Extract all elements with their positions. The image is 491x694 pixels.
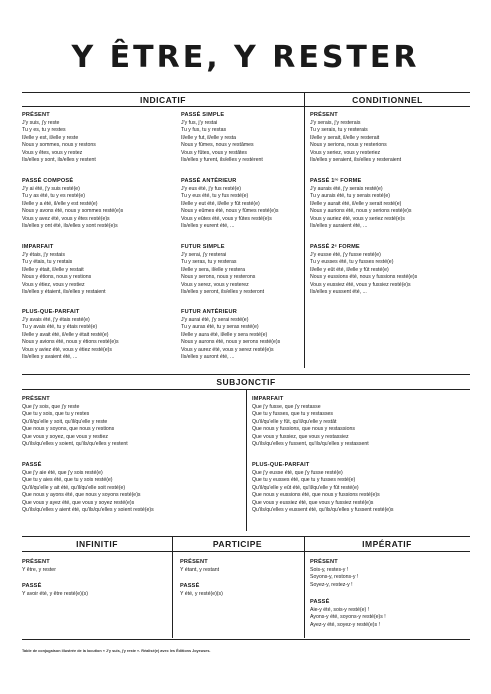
conjugation-line: Vous y avez été, vous y êtes resté(e)s xyxy=(22,215,110,222)
conjugation-line: Que nous y ayons été, que nous y soyons resté(e)s xyxy=(22,492,141,499)
infinitif-present xyxy=(22,559,56,574)
conjugation-line: Que nous y eussions été, que nous y fussions resté(e)s xyxy=(252,492,380,499)
imperatif-passe xyxy=(310,599,386,629)
conjugation-line: Ils/elles y eussent été, ... xyxy=(310,289,367,296)
conjugation-line: Qu'ils/qu'elles y fussent, qu'ils/qu'elles y restassent xyxy=(252,441,369,448)
divider xyxy=(304,536,305,638)
tense-heading: FUTUR SIMPLE xyxy=(181,244,225,250)
indicatif-futur-simple xyxy=(181,244,264,297)
conjugation-line: Y être, y rester xyxy=(22,566,56,573)
conjugation-line: Ayez-y été, soyez-y resté(e)s ! xyxy=(310,621,380,628)
tense-heading: PASSÉ SIMPLE xyxy=(181,112,225,118)
conjugation-line: Ils/elles y seront, ils/elles y resteront xyxy=(181,289,265,296)
conjugation-line: Que vous y soyez, que vous y restiez xyxy=(22,433,108,440)
participe-present xyxy=(180,559,219,574)
conjugation-line: Que vous y ayez été, que vous y soyez resté(e)s xyxy=(22,499,135,506)
conjugation-line: Il/elle y fut, il/elle y resta xyxy=(181,134,237,141)
conjugation-line: Vous y eussiez été, vous y fussiez resté(e)s xyxy=(310,281,411,288)
conjugation-line: Nous y serons, nous y resterons xyxy=(181,274,256,281)
conjugation-line: J'y serais, j'y resterais xyxy=(310,119,361,126)
conjugation-line: Que tu y aies été, que tu y sois resté(e) xyxy=(22,477,113,484)
tense-heading: PASSÉ xyxy=(310,599,330,605)
conjugation-line: Y étant, y restant xyxy=(180,566,220,573)
conjugation-line: Nous y sommes, nous y restons xyxy=(22,142,96,149)
conjugation-line: Que j'y eusse été, que j'y fusse resté(e) xyxy=(252,469,343,476)
divider xyxy=(304,92,305,368)
conjugation-line: Tu y auras été, tu y seras resté(e) xyxy=(181,324,259,331)
conjugation-line: Qu'ils/qu'elles y eussent été, qu'ils/qu'elles y fussent resté(e)s xyxy=(252,507,394,514)
conjugation-line: Qu'ils/qu'elles y aient été, qu'ils/qu'elles y soient resté(e)s xyxy=(22,507,154,514)
conjugation-line: Il/elle y eut été, il/elle y fût resté(e) xyxy=(181,200,260,207)
footer-note: Table de conjugaison illustrée de la locution « J'y suis, j'y reste ». Réalisé(e) avec les Éditions Joyeuses. xyxy=(22,649,211,653)
conjugation-line: J'y aurais été, j'y serais resté(e) xyxy=(310,185,383,192)
conjugation-line: Il/elle y est, il/elle y reste xyxy=(22,134,79,141)
conjugation-line: Vous y aviez été, vous y étiez resté(e)s xyxy=(22,346,112,353)
conjugation-line: J'y eus été, j'y fus resté(e) xyxy=(181,185,241,192)
conjugation-line: Nous y eussions été, nous y fussions resté(e)s xyxy=(310,274,418,281)
indicatif-plus-que-parfait xyxy=(22,309,119,362)
conjugation-line: J'y eusse été, j'y fusse resté(e) xyxy=(310,251,381,258)
conjugation-line: Que nous y soyons, que nous y restions xyxy=(22,426,115,433)
tense-heading: IMPARFAIT xyxy=(252,396,284,402)
conjugation-line: Il/elle y aura été, il/elle y sera resté(e) xyxy=(181,331,268,338)
tense-heading: PASSÉ xyxy=(22,462,42,468)
section-title-indicatif: INDICATIF xyxy=(140,95,186,105)
indicatif-imparfait xyxy=(22,244,106,297)
subjonctif-present xyxy=(22,396,128,449)
imperatif-present xyxy=(310,559,358,589)
tense-heading: PASSÉ ANTÉRIEUR xyxy=(181,178,237,184)
indicatif-passe-anterieur xyxy=(181,178,278,231)
conjugation-line: J'y ai été, j'y suis resté(e) xyxy=(22,185,80,192)
conjugation-line: Tu y seras, tu y resteras xyxy=(181,259,237,266)
conjugation-line: Ils/elles y sont, ils/elles y restent xyxy=(22,157,96,164)
conjugation-line: Ils/elles y étaient, ils/elles y restaient xyxy=(22,289,106,296)
conjugation-line: Y avoir été, y être resté(e)(s) xyxy=(22,590,88,597)
conjugation-line: Qu'il/qu'elle y fût, qu'il/qu'elle y restât xyxy=(252,418,337,425)
conjugation-line: Soyons-y, restons-y ! xyxy=(310,574,359,581)
tense-heading: PRÉSENT xyxy=(22,112,50,118)
conjugation-line: Vous y seriez, vous y resteriez xyxy=(310,149,381,156)
conjugation-line: Tu y eusses été, tu y fusses resté(e) xyxy=(310,259,394,266)
conjugation-line: Nous y étions, nous y restions xyxy=(22,274,92,281)
conjugation-line: Vous y aurez été, vous y serez resté(e)s xyxy=(181,346,274,353)
conjugation-line: Qu'il/qu'elle y eût été, qu'il/qu'elle y fût resté(e) xyxy=(252,484,359,491)
conjugation-line: Aie-y été, sois-y resté(e) ! xyxy=(310,606,370,613)
conjugation-line: Qu'il/qu'elle y soit, qu'il/qu'elle y reste xyxy=(22,418,108,425)
tense-heading: PRÉSENT xyxy=(22,396,50,402)
tense-heading: PASSÉ 1ʳᵉ FORME xyxy=(310,178,362,184)
conjugation-line: Il/elle y avait été, il/elle y était resté(e) xyxy=(22,331,109,338)
tense-heading: PRÉSENT xyxy=(22,559,50,565)
conjugation-line: J'y aurai été, j'y serai resté(e) xyxy=(181,316,249,323)
conjugation-line: Vous y serez, vous y resterez xyxy=(181,281,249,288)
conjugation-line: Que j'y aie été, que j'y sois resté(e) xyxy=(22,469,103,476)
conjugation-line: Nous y avions été, nous y étions resté(e)s xyxy=(22,339,119,346)
conjugation-line: Que nous y fussions, que nous y restassions xyxy=(252,426,355,433)
conjugation-line: Que tu y eusses été, que tu y fusses resté(e) xyxy=(252,477,356,484)
tense-heading: PLUS-QUE-PARFAIT xyxy=(252,462,310,468)
conjugation-line: Que j'y fusse, que j'y restasse xyxy=(252,403,321,410)
conjugation-line: Qu'ils/qu'elles y soient, qu'ils/qu'elles y restent xyxy=(22,441,128,448)
conjugation-line: Il/elle y aurait été, il/elle y serait resté(e) xyxy=(310,200,402,207)
tense-heading: PRÉSENT xyxy=(310,112,338,118)
tense-heading: FUTUR ANTÉRIEUR xyxy=(181,309,237,315)
conjugation-line: Nous y avons été, nous y sommes resté(e)s xyxy=(22,208,124,215)
conjugation-line: Soyez-y, restez-y ! xyxy=(310,581,353,588)
conjugation-line: Ils/elles y eurent été, ... xyxy=(181,223,235,230)
subjonctif-plus-que-parfait xyxy=(252,462,394,515)
conjugation-line: Tu y étais, tu y restais xyxy=(22,259,73,266)
conjugation-line: Ils/elles y seraient, ils/elles y resteraient xyxy=(310,157,402,164)
subjonctif-imparfait xyxy=(252,396,369,449)
conjugation-line: J'y suis, j'y reste xyxy=(22,119,60,126)
conjugation-line: J'y avais été, j'y étais resté(e) xyxy=(22,316,90,323)
indicatif-passe-compose xyxy=(22,178,123,231)
tense-heading: PASSÉ xyxy=(180,583,200,589)
divider xyxy=(22,92,470,93)
conjugation-line: Nous y aurions été, nous y serions resté(e)s xyxy=(310,208,412,215)
conjugation-line: Vous y étiez, vous y restiez xyxy=(22,281,85,288)
indicatif-present xyxy=(22,112,96,165)
section-title-conditionnel: CONDITIONNEL xyxy=(352,95,423,105)
conditionnel-passe-2 xyxy=(310,244,417,297)
conjugation-line: Tu y es, tu y restes xyxy=(22,127,66,134)
conjugation-line: Il/elle y serait, il/elle y resterait xyxy=(310,134,380,141)
conjugation-line: Ils/elles y furent, ils/elles y restèrent xyxy=(181,157,263,164)
conjugation-line: Il/elle y était, il/elle y restait xyxy=(22,266,84,273)
tense-heading: PLUS-QUE-PARFAIT xyxy=(22,309,80,315)
conjugation-line: Tu y as été, tu y es resté(e) xyxy=(22,193,85,200)
indicatif-passe-simple xyxy=(181,112,263,165)
tense-heading: IMPARFAIT xyxy=(22,244,54,250)
conditionnel-passe-1 xyxy=(310,178,412,231)
conjugation-line: Il/elle y sera, il/elle y restera xyxy=(181,266,246,273)
conjugation-line: Vous y eûtes été, vous y fûtes resté(e)s xyxy=(181,215,272,222)
tense-heading: PASSÉ xyxy=(22,583,42,589)
tense-heading: PASSÉ COMPOSÉ xyxy=(22,178,74,184)
divider xyxy=(246,389,247,531)
conjugation-line: Sois-y, restes-y ! xyxy=(310,566,349,573)
conjugation-line: Que vous y fussiez, que vous y restassiez xyxy=(252,433,349,440)
divider xyxy=(22,374,470,375)
conjugation-line: Nous y fûmes, nous y restâmes xyxy=(181,142,254,149)
conjugation-line: Tu y avais été, tu y étais resté(e) xyxy=(22,324,98,331)
participe-passe xyxy=(180,583,223,598)
conjugation-line: Vous y auriez été, vous y seriez resté(e)s xyxy=(310,215,405,222)
conditionnel-present xyxy=(310,112,401,165)
conjugation-line: Il/elle y a été, il/elle y est resté(e) xyxy=(22,200,98,207)
conjugation-line: Ils/elles y auraient été, ... xyxy=(310,223,368,230)
conjugation-line: Tu y aurais été, tu y serais resté(e) xyxy=(310,193,390,200)
conjugation-line: Nous y aurons été, nous y serons resté(e)s xyxy=(181,339,281,346)
tense-heading: PASSÉ 2ᵉ FORME xyxy=(310,244,360,250)
tense-heading: PRÉSENT xyxy=(180,559,208,565)
conjugation-line: Ils/elles y ont été, ils/elles y sont resté(e)s xyxy=(22,223,118,230)
section-title-participe: PARTICIPE xyxy=(212,539,263,549)
conjugation-line: Que tu y fusses, que tu y restasses xyxy=(252,411,334,418)
section-title-imperatif: IMPÉRATIF xyxy=(362,539,412,549)
section-title-subjonctif: SUBJONCTIF xyxy=(216,377,276,387)
tense-heading: PRÉSENT xyxy=(310,559,338,565)
page-title: Y ÊTRE, Y RESTER xyxy=(71,40,420,75)
divider xyxy=(22,106,470,107)
section-title-infinitif: INFINITIF xyxy=(76,539,118,549)
subjonctif-passe xyxy=(22,462,154,515)
conjugation-line: Vous y êtes, vous y restez xyxy=(22,149,83,156)
infinitif-passe xyxy=(22,583,88,598)
conjugation-line: Que vous y eussiez été, que vous y fussiez resté(e)s xyxy=(252,499,374,506)
divider xyxy=(172,536,173,638)
conjugation-line: Que j'y sois, que j'y reste xyxy=(22,403,80,410)
conjugation-line: Tu y eus été, tu y fus resté(e) xyxy=(181,193,249,200)
conjugation-line: Que tu y sois, que tu y restes xyxy=(22,411,90,418)
conjugation-line: J'y fus, j'y restai xyxy=(181,119,218,126)
conjugation-line: Ayons-y été, soyons-y resté(e)s ! xyxy=(310,614,386,621)
conjugation-line: J'y étais, j'y restais xyxy=(22,251,65,258)
conjugation-line: Nous y eûmes été, nous y fûmes resté(e)s xyxy=(181,208,279,215)
conjugation-line: Tu y serais, tu y resterais xyxy=(310,127,368,134)
divider xyxy=(22,536,470,537)
conjugation-line: Tu y fus, tu y restas xyxy=(181,127,227,134)
divider xyxy=(22,551,470,552)
conjugation-line: Y été, y resté(e)(s) xyxy=(180,590,223,597)
conjugation-line: Il/elle y eût été, il/elle y fût resté(e) xyxy=(310,266,389,273)
conjugation-line: Nous y serions, nous y resterions xyxy=(310,142,387,149)
indicatif-futur-anterieur xyxy=(181,309,280,362)
conjugation-line: Qu'il/qu'elle y ait été, qu'il/qu'elle soit resté(e) xyxy=(22,484,126,491)
conjugation-line: Vous y fûtes, vous y restâtes xyxy=(181,149,248,156)
divider xyxy=(22,639,470,640)
conjugation-line: Ils/elles y avaient été, ... xyxy=(22,354,78,361)
conjugation-line: Ils/elles y auront été, ... xyxy=(181,354,235,361)
conjugation-line: J'y serai, j'y resterai xyxy=(181,251,227,258)
